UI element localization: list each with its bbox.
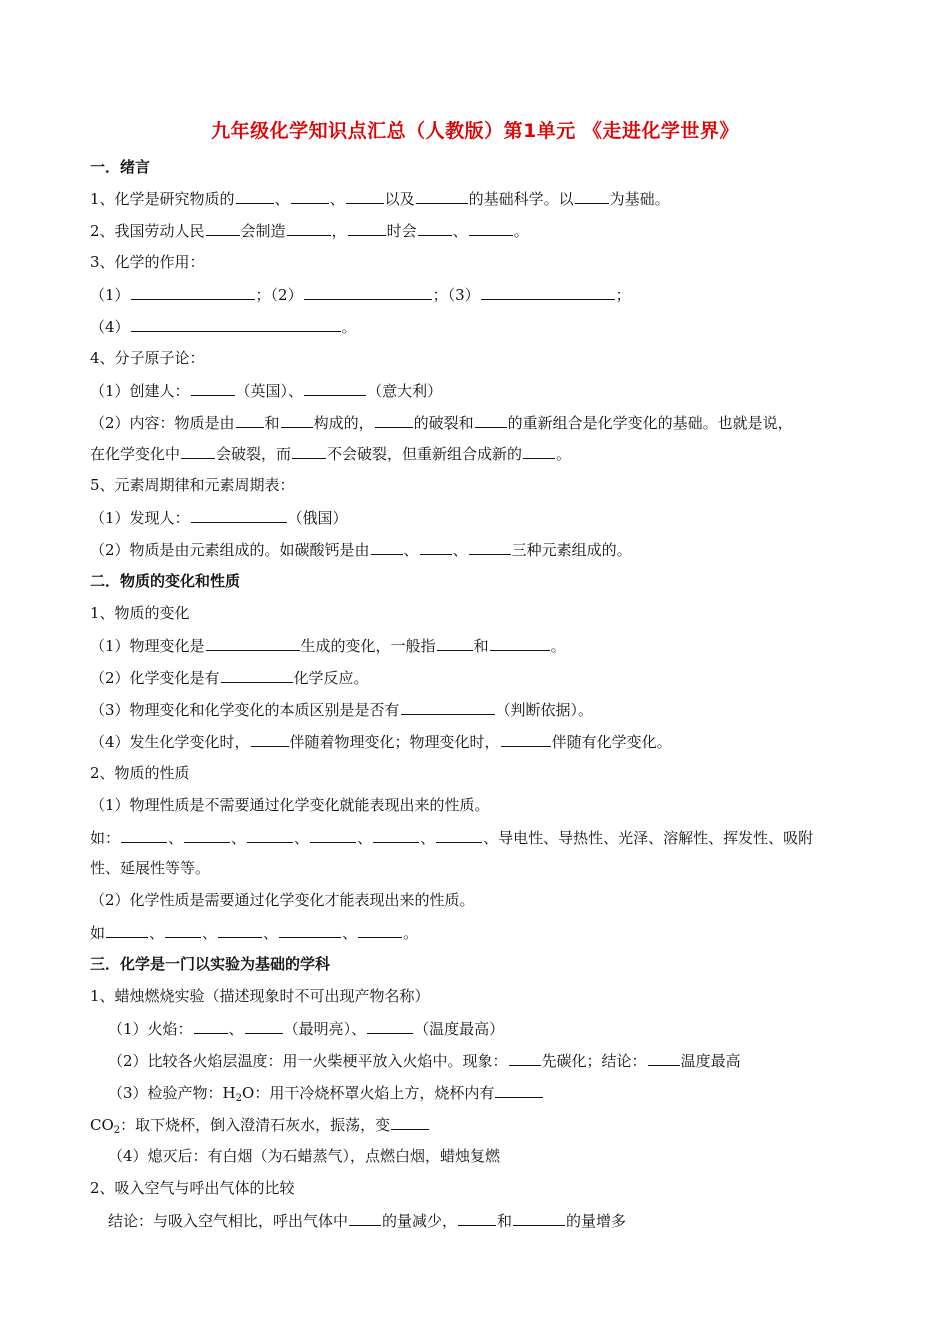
text-line: （4） 。 [90, 318, 357, 336]
fill-blank[interactable] [437, 635, 473, 651]
fill-blank[interactable] [121, 827, 167, 843]
fill-blank[interactable] [490, 635, 550, 651]
fill-blank[interactable] [373, 827, 419, 843]
section-heading-intro: 一．绪言 [90, 158, 151, 176]
text-line: （2）化学变化是有 化学反应。 [90, 669, 369, 687]
fill-blank[interactable] [165, 922, 201, 938]
fill-blank[interactable] [310, 827, 356, 843]
fill-blank[interactable] [292, 443, 326, 459]
fill-blank[interactable] [475, 412, 507, 428]
text-line: 5、元素周期律和元素周期表： [90, 476, 295, 494]
fill-blank[interactable] [247, 827, 293, 843]
fill-blank[interactable] [513, 1210, 565, 1226]
fill-blank[interactable] [206, 220, 240, 236]
fill-blank[interactable] [375, 412, 413, 428]
fill-blank[interactable] [509, 1050, 541, 1066]
fill-blank[interactable] [251, 731, 289, 747]
fill-blank[interactable] [191, 507, 287, 523]
text-line: （3）物理变化和化学变化的本质区别是是否有 （判断依据）。 [90, 701, 594, 719]
fill-blank[interactable] [281, 412, 313, 428]
text-line: 结论：与吸入空气相比，呼出气体中 的量减少， 和 的量增多 [108, 1212, 627, 1230]
text-line: 在化学变化中 会破裂，而 不会破裂，但重新组合成新的 。 [90, 445, 572, 463]
fill-blank[interactable] [469, 539, 511, 555]
text-line: 2、我国劳动人民 会制造 ， 时会 、 。 [90, 222, 529, 240]
text-line: （3）检验产物：$H_2O$：用干冷烧杯罩火焰上方，烧杯内有 [108, 1082, 544, 1109]
text-line: （4）熄灭后：有白烟（为石蜡蒸气），点燃白烟，蜡烛复燃 [108, 1147, 501, 1165]
text-line: 2、吸入空气与呼出气体的比较 [90, 1179, 295, 1197]
text-line: （1）发现人： （俄国） [90, 509, 348, 527]
fill-blank[interactable] [391, 1114, 429, 1130]
text-line: （1）创建人： （英国）、 （意大利） [90, 382, 443, 400]
fill-blank[interactable] [495, 1082, 543, 1098]
fill-blank[interactable] [436, 827, 482, 843]
fill-blank[interactable] [401, 699, 495, 715]
text-line: （2）化学性质是需要通过化学变化才能表现出来的性质。 [90, 891, 475, 909]
fill-blank[interactable] [291, 188, 329, 204]
fill-blank[interactable] [371, 539, 403, 555]
fill-blank[interactable] [348, 220, 386, 236]
fill-blank[interactable] [523, 443, 555, 459]
fill-blank[interactable] [218, 922, 262, 938]
fill-blank[interactable] [420, 539, 452, 555]
text-line: （2）比较各火焰层温度：用一火柴梗平放入火焰中。现象： 先碳化；结论： 温度最高 [108, 1052, 741, 1070]
fill-blank[interactable] [304, 284, 432, 300]
fill-blank[interactable] [245, 1018, 283, 1034]
text-line: （1）物理性质是不需要通过化学变化就能表现出来的性质。 [90, 796, 490, 814]
fill-blank[interactable] [358, 922, 402, 938]
text-line: 如 、 、 、 、 。 [90, 924, 419, 942]
fill-blank[interactable] [236, 188, 274, 204]
fill-blank[interactable] [458, 1210, 496, 1226]
text-line: （2）物质是由元素组成的。如碳酸钙是由 、 、 三种元素组成的。 [90, 541, 632, 559]
page-title: 九年级化学知识点汇总（人教版）第1单元 《走进化学世界》 [211, 120, 739, 142]
text-line: （4）发生化学变化时， 伴随着物理变化；物理变化时， 伴随有化学变化。 [90, 733, 672, 751]
fill-blank[interactable] [481, 284, 615, 300]
fill-blank[interactable] [469, 220, 513, 236]
fill-blank[interactable] [418, 220, 452, 236]
fill-blank[interactable] [346, 188, 384, 204]
fill-blank[interactable] [648, 1050, 680, 1066]
section-heading-experiment: 三．化学是一门以实验为基础的学科 [90, 955, 331, 973]
text-line: 3、化学的作用： [90, 253, 205, 271]
fill-blank[interactable] [416, 188, 468, 204]
fill-blank[interactable] [367, 1018, 413, 1034]
text-line: （2）内容：物质是由 和 构成的， 的破裂和 的重新组合是化学变化的基础。也就是说， [90, 414, 793, 432]
fill-blank[interactable] [349, 1210, 381, 1226]
fill-blank[interactable] [191, 380, 235, 396]
fill-blank[interactable] [131, 284, 255, 300]
fill-blank[interactable] [221, 667, 293, 683]
fill-blank[interactable] [106, 922, 148, 938]
text-line: 1、蜡烛燃烧实验（描述现象时不可出现产物名称） [90, 987, 430, 1005]
fill-blank[interactable] [236, 412, 264, 428]
section-heading-changes: 二．物质的变化和性质 [90, 572, 241, 590]
text-line: （1）物理变化是 生成的变化，一般指 和 。 [90, 637, 566, 655]
text-line: 2、物质的性质 [90, 764, 190, 782]
fill-blank[interactable] [575, 188, 609, 204]
text-line: （1）火焰： 、 （最明亮）、 （温度最高） [108, 1020, 505, 1038]
text-line: 性、延展性等等。 [90, 859, 211, 877]
fill-blank[interactable] [194, 1018, 228, 1034]
fill-blank[interactable] [287, 220, 331, 236]
fill-blank[interactable] [304, 380, 366, 396]
text-line: $CO_2$：取下烧杯，倒入澄清石灰水，振荡，变 [90, 1114, 430, 1141]
fill-blank[interactable] [184, 827, 230, 843]
text-line: 1、化学是研究物质的 、 、 以及 的基础科学。以 为基础。 [90, 190, 670, 208]
text-line: 如： 、 、 、 、 、 、导电性、导热性、光泽、溶解性、挥发性、吸附 [90, 829, 814, 847]
fill-blank[interactable] [206, 635, 300, 651]
fill-blank[interactable] [279, 922, 341, 938]
fill-blank[interactable] [181, 443, 215, 459]
text-line: （1） ；（2） ；（3） ； [90, 286, 631, 304]
text-line: 1、物质的变化 [90, 604, 190, 622]
fill-blank[interactable] [501, 731, 551, 747]
text-line: 4、分子原子论： [90, 349, 205, 367]
fill-blank[interactable] [131, 316, 341, 332]
